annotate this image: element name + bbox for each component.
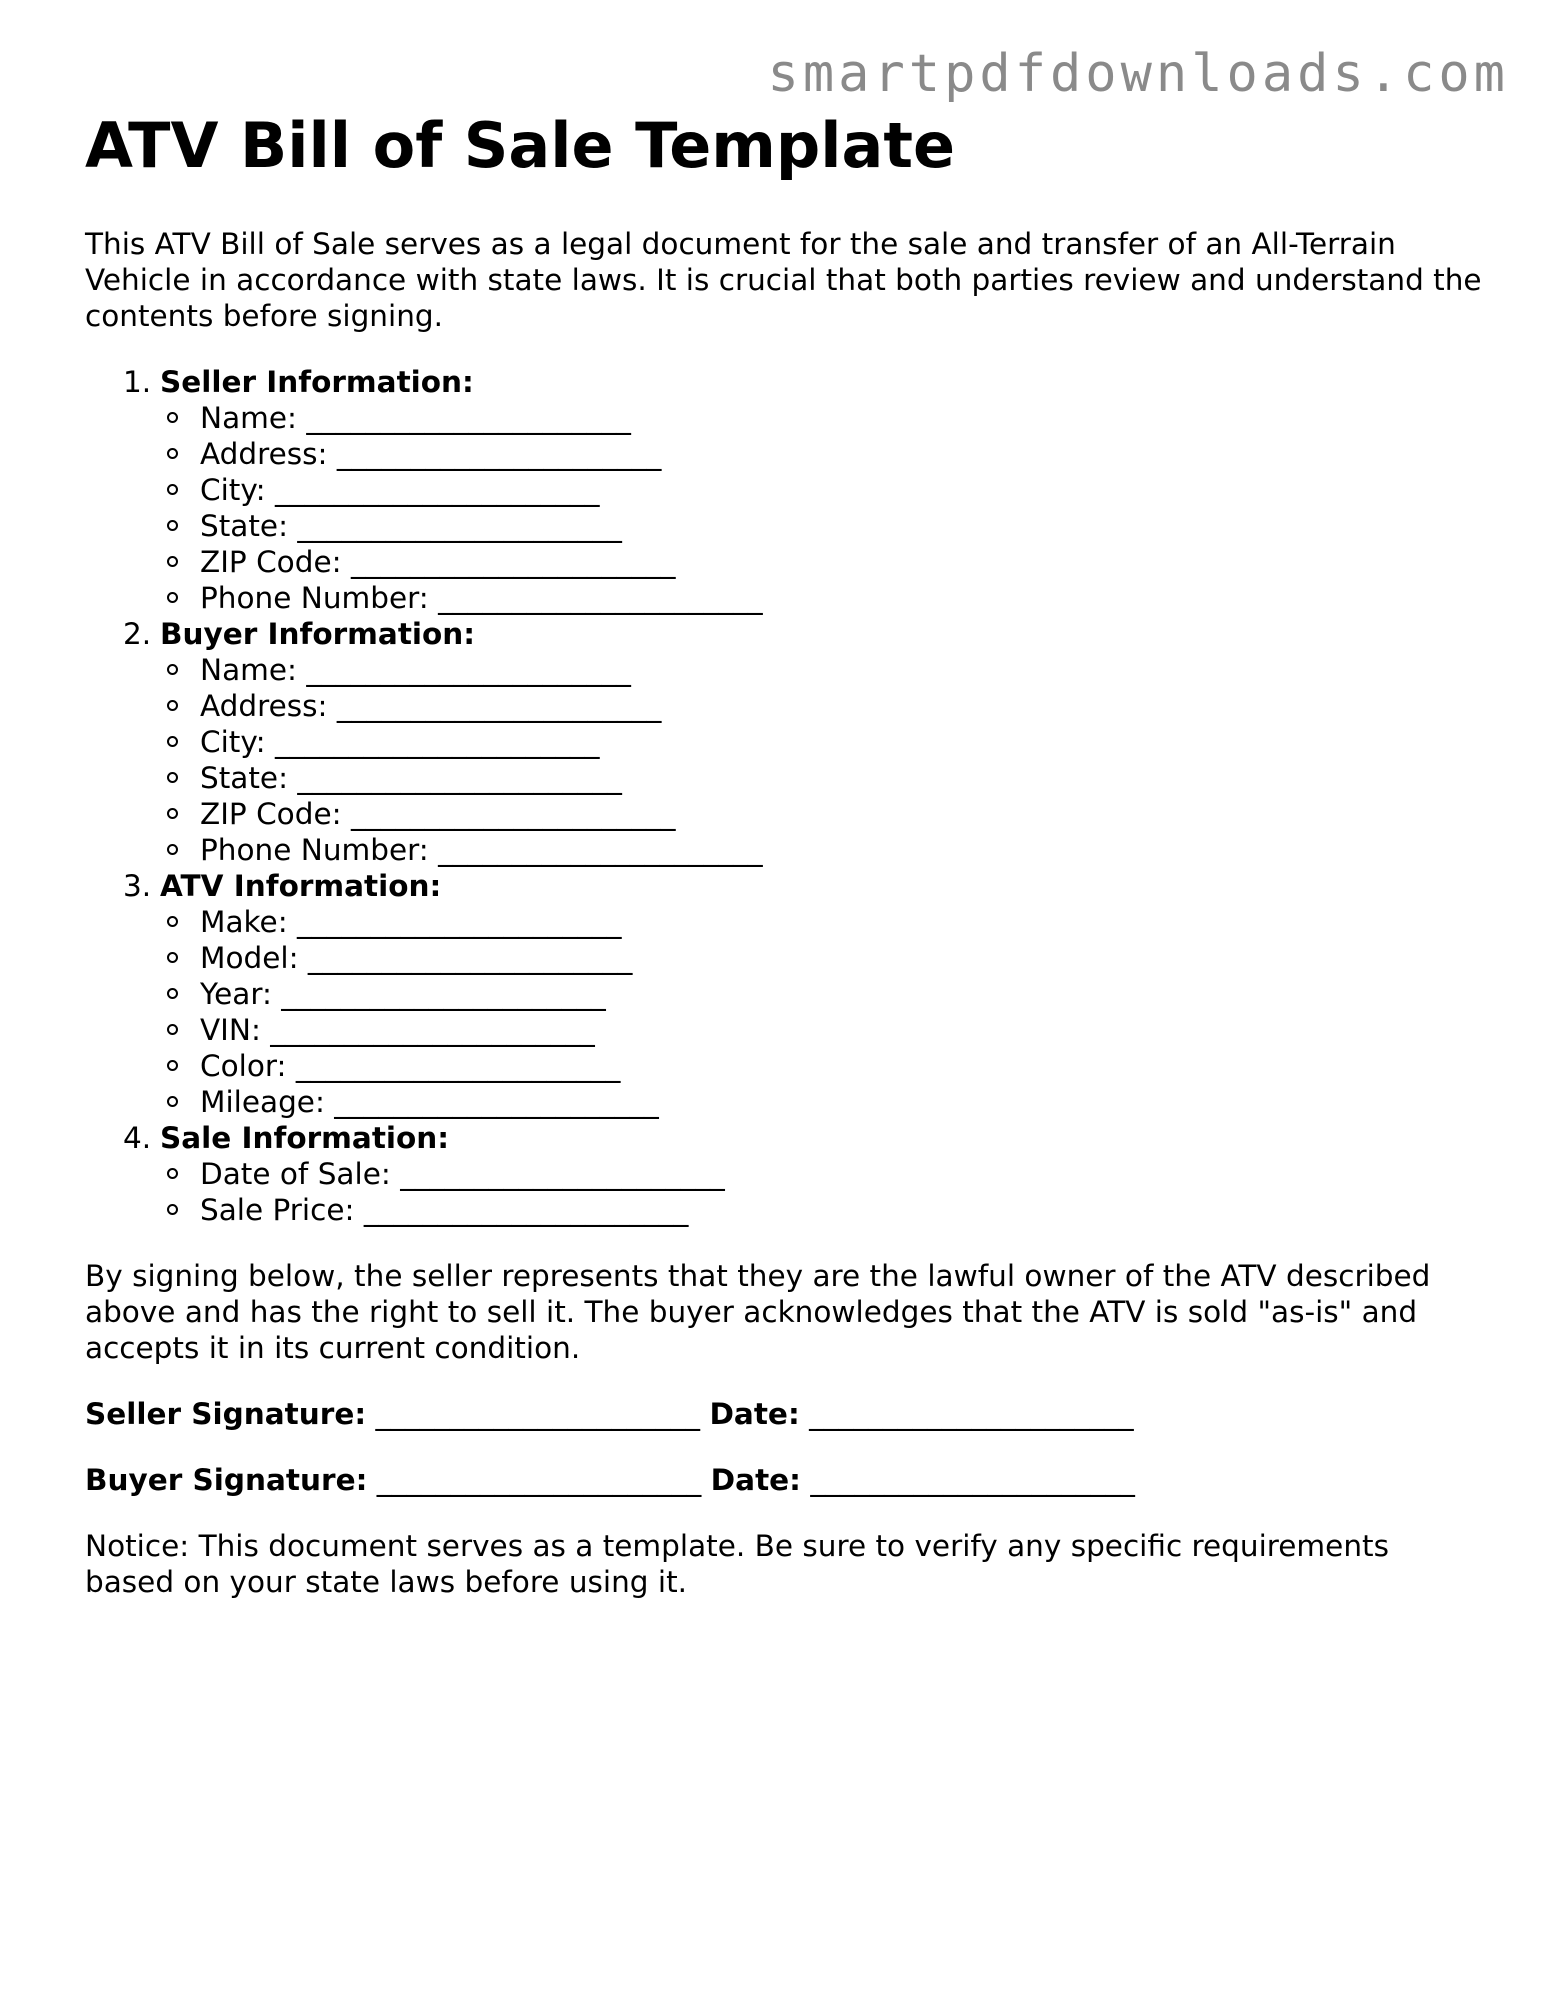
seller-signature-line bbox=[85, 1396, 1485, 1432]
field-buyer-zip bbox=[167, 796, 1485, 832]
field-label: City: bbox=[200, 725, 266, 759]
bullet-icon bbox=[167, 1024, 178, 1035]
field-sale-price bbox=[167, 1192, 1485, 1228]
field-atv-vin bbox=[167, 1012, 1485, 1048]
field-label: Model: bbox=[200, 941, 299, 975]
field-label: Phone Number: bbox=[200, 833, 429, 867]
bullet-icon bbox=[167, 1204, 178, 1215]
field-atv-mileage bbox=[167, 1084, 1485, 1120]
bullet-icon bbox=[167, 916, 178, 927]
section-number: 2. bbox=[123, 617, 152, 651]
section-seller-information bbox=[123, 364, 1485, 616]
bullet-icon bbox=[167, 412, 178, 423]
field-seller-city bbox=[167, 472, 1485, 508]
blank-line[interactable]: ______________________ bbox=[350, 797, 676, 831]
buyer-date-label: Date: bbox=[710, 1463, 801, 1497]
field-atv-make bbox=[167, 904, 1485, 940]
bullet-icon bbox=[167, 448, 178, 459]
bullet-icon bbox=[167, 700, 178, 711]
blank-line[interactable]: ______________________ bbox=[295, 1049, 621, 1083]
blank-line[interactable]: ______________________ bbox=[334, 1085, 659, 1119]
section-buyer-information bbox=[123, 616, 1485, 868]
blank-line[interactable]: ______________________ bbox=[275, 725, 600, 759]
bullet-icon bbox=[167, 484, 178, 495]
field-list bbox=[123, 1156, 1485, 1228]
field-seller-name bbox=[167, 400, 1485, 436]
seller-signature-label: Seller Signature: bbox=[85, 1397, 367, 1431]
bullet-icon bbox=[167, 1096, 178, 1107]
bullet-icon bbox=[167, 664, 178, 675]
section-title: Seller Information: bbox=[160, 365, 474, 399]
bullet-icon bbox=[167, 520, 178, 531]
section-number: 3. bbox=[123, 869, 152, 903]
page-title: ATV Bill of Sale Template bbox=[85, 109, 956, 182]
section-title: Sale Information: bbox=[160, 1121, 450, 1155]
field-seller-address bbox=[167, 436, 1485, 472]
field-label: Address: bbox=[200, 437, 328, 471]
watermark: smartpdfdownloads.com bbox=[767, 44, 1509, 104]
blank-line[interactable]: ______________________ bbox=[281, 977, 606, 1011]
field-label: ZIP Code: bbox=[200, 545, 342, 579]
blank-line[interactable]: ______________________ bbox=[400, 1157, 725, 1191]
field-seller-zip bbox=[167, 544, 1485, 580]
section-heading bbox=[123, 868, 1485, 904]
form-sections bbox=[85, 364, 1485, 1228]
blank-line[interactable]: ______________________ bbox=[307, 941, 633, 975]
field-buyer-state bbox=[167, 760, 1485, 796]
field-seller-phone bbox=[167, 580, 1485, 616]
bullet-icon bbox=[167, 988, 178, 999]
blank-line[interactable]: ______________________ bbox=[297, 761, 622, 795]
blank-line[interactable]: ______________________ bbox=[363, 1193, 689, 1227]
section-title: ATV Information: bbox=[160, 869, 442, 903]
buyer-signature-label: Buyer Signature: bbox=[85, 1463, 368, 1497]
field-label: State: bbox=[200, 761, 289, 795]
blank-line[interactable]: ______________________ bbox=[306, 653, 631, 687]
section-heading bbox=[123, 364, 1485, 400]
field-label: Name: bbox=[200, 653, 297, 687]
notice-paragraph: Notice: This document serves as a template. Be sure to verify any specific requirements based on your state laws before using it. bbox=[85, 1529, 1389, 1599]
blank-line[interactable]: ______________________ bbox=[270, 1013, 595, 1047]
section-heading bbox=[123, 1120, 1485, 1156]
blank-line[interactable]: ______________________ bbox=[438, 581, 763, 615]
field-label: Name: bbox=[200, 401, 297, 435]
field-list bbox=[123, 652, 1485, 868]
field-list bbox=[123, 400, 1485, 616]
intro-paragraph: This ATV Bill of Sale serves as a legal document for the sale and transfer of an All-Terrain Vehicle in accordance with state laws. It is crucial that both parties review and understand the contents before signing. bbox=[85, 227, 1482, 333]
attestation-paragraph: By signing below, the seller represents that they are the lawful owner of the ATV described above and has the right to sell it. The buyer acknowledges that the ATV is sold "as-is" and accepts it in its current condition. bbox=[85, 1259, 1431, 1365]
blank-line[interactable]: ______________________ bbox=[275, 473, 600, 507]
bullet-icon bbox=[167, 808, 178, 819]
bullet-icon bbox=[167, 592, 178, 603]
bullet-icon bbox=[167, 1168, 178, 1179]
section-title: Buyer Information: bbox=[160, 617, 476, 651]
field-label: Phone Number: bbox=[200, 581, 429, 615]
field-label: Address: bbox=[200, 689, 328, 723]
blank-line[interactable]: ______________________ bbox=[297, 509, 622, 543]
seller-date-blank[interactable]: ______________________ bbox=[809, 1397, 1134, 1431]
bullet-icon bbox=[167, 556, 178, 567]
field-label: Mileage: bbox=[200, 1085, 325, 1119]
field-atv-model bbox=[167, 940, 1485, 976]
field-label: Color: bbox=[200, 1049, 287, 1083]
section-number: 4. bbox=[123, 1121, 152, 1155]
field-label: ZIP Code: bbox=[200, 797, 342, 831]
bullet-icon bbox=[167, 736, 178, 747]
blank-line[interactable]: ______________________ bbox=[438, 833, 763, 867]
field-atv-color bbox=[167, 1048, 1485, 1084]
bullet-icon bbox=[167, 772, 178, 783]
field-buyer-address bbox=[167, 688, 1485, 724]
field-label: Date of Sale: bbox=[200, 1157, 391, 1191]
field-label: State: bbox=[200, 509, 289, 543]
field-label: Year: bbox=[200, 977, 272, 1011]
section-number: 1. bbox=[123, 365, 152, 399]
field-label: VIN: bbox=[200, 1013, 261, 1047]
seller-date-label: Date: bbox=[709, 1397, 800, 1431]
section-sale-information bbox=[123, 1120, 1485, 1228]
field-buyer-city bbox=[167, 724, 1485, 760]
field-atv-year bbox=[167, 976, 1485, 1012]
blank-line[interactable]: ______________________ bbox=[336, 689, 662, 723]
section-atv-information bbox=[123, 868, 1485, 1120]
bullet-icon bbox=[167, 952, 178, 963]
bullet-icon bbox=[167, 1060, 178, 1071]
section-heading bbox=[123, 616, 1485, 652]
field-seller-state bbox=[167, 508, 1485, 544]
blank-line[interactable]: ______________________ bbox=[350, 545, 676, 579]
blank-line[interactable]: ______________________ bbox=[306, 401, 631, 435]
field-label: Make: bbox=[200, 905, 288, 939]
field-label: Sale Price: bbox=[200, 1193, 355, 1227]
buyer-signature-line bbox=[85, 1462, 1485, 1498]
field-buyer-name bbox=[167, 652, 1485, 688]
bullet-icon bbox=[167, 844, 178, 855]
field-label: City: bbox=[200, 473, 266, 507]
field-buyer-phone bbox=[167, 832, 1485, 868]
field-list bbox=[123, 904, 1485, 1120]
field-date-of-sale bbox=[167, 1156, 1485, 1192]
buyer-date-blank[interactable]: ______________________ bbox=[810, 1463, 1135, 1497]
buyer-signature-blank[interactable]: ______________________ bbox=[376, 1463, 702, 1497]
seller-signature-blank[interactable]: ______________________ bbox=[375, 1397, 701, 1431]
document-page bbox=[85, 108, 1485, 1600]
blank-line[interactable]: ______________________ bbox=[336, 437, 662, 471]
blank-line[interactable]: ______________________ bbox=[297, 905, 622, 939]
